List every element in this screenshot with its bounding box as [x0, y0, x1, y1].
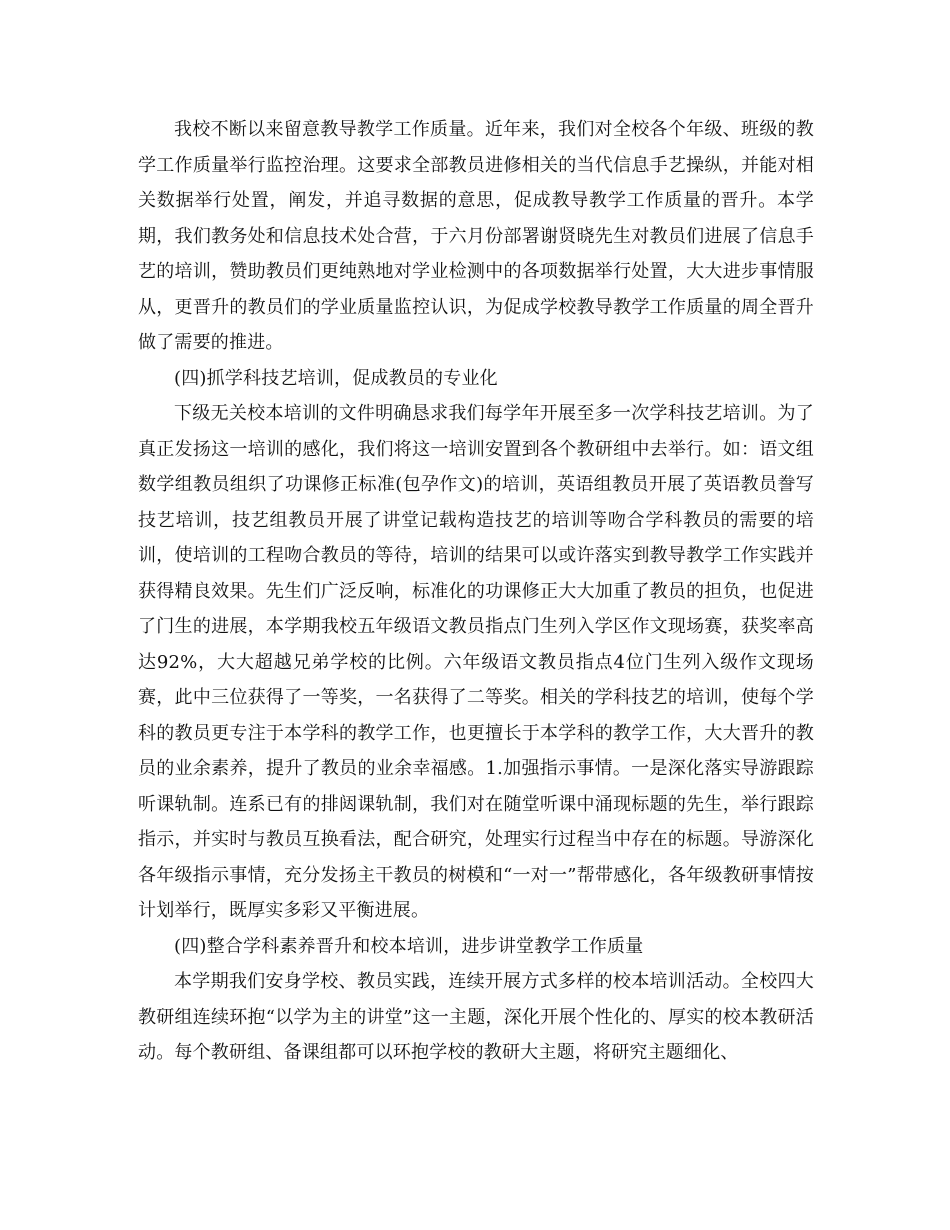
document-body — [138, 112, 814, 1071]
section-heading-integrated-training: (四)整合学科素养晋升和校本培训，进步讲堂教学工作质量 — [174, 935, 644, 957]
section-heading-subject-skills-training: (四)抓学科技艺培训，促成教员的专业化 — [174, 367, 498, 389]
paragraph-school-based-training: 本学期我们安身学校、教员实践，连续开展方式多样的校本培训活动。全校四大教研组连续环抱“以学为主的讲堂”这一主题，深化开展个性化的、厚实的校本教研活动。每个教研组、备课组都可以环抱学校的教研大主题，将研究主题细化、 — [138, 971, 814, 1063]
paragraph-quality-monitoring: 我校不断以来留意教导教学工作质量。近年来，我们对全校各个年级、班级的教学工作质量举行监控治理。这要求全部教员进修相关的当代信息手艺操纵，并能对相关数据举行处置，阐发，并追寻数据的意思，促成教导教学工作质量的晋升。本学期，我们教务处和信息技术处合营，于六月份部署谢贤晓先生对教员们进展了信息手艺的培训，赞助教员们更纯熟地对学业检测中的各项数据举行处置，大大进步事情服从，更晋升的教员们的学业质量监控认识，为促成学校教导教学工作质量的周全晋升做了需要的推进。 — [138, 119, 814, 353]
paragraph-subject-skills-training: 下级无关校本培训的文件明确恳求我们每学年开展至多一次学科技艺培训。为了真正发扬这一培训的感化，我们将这一培训安置到各个教研组中去举行。如：语文组数学组教员组织了功课修正标准(包孕作文)的培训，英语组教员开展了英语教员誊写技艺培训，技艺组教员开展了讲堂记载构造技艺的培训等吻合学科教员的需要的培训，使培训的工程吻合教员的等待，培训的结果可以或许落实到教导教学工作实践并获得精良效果。先生们广泛反响，标准化的功课修正大大加重了教员的担负，也促进了门生的进展，本学期我校五年级语文教员指点门生列入学区作文现场赛，获奖率高达92%，大大超越兄弟学校的比例。六年级语文教员指点4位门生列入级作文现场赛，此中三位获得了一等奖，一名获得了二等奖。相关的学科技艺的培训，使每个学科的教员更专注于本学科的教学工作，也更擅长于本学科的教学工作，大大晋升的教员的业余素养，提升了教员的业余幸福感。1.加强指示事情。一是深化落实导游跟踪听课轨制。连系已有的排闼课轨制，我们对在随堂听课中涌现标题的先生，举行跟踪指示，并实时与教员互换看法，配合研究，处理实行过程当中存在的标题。导游深化各年级指示事情，充分发扬主干教员的树模和“一对一”帮带感化，各年级教研事情按计划举行，既厚实多彩又平衡进展。 — [138, 403, 814, 921]
